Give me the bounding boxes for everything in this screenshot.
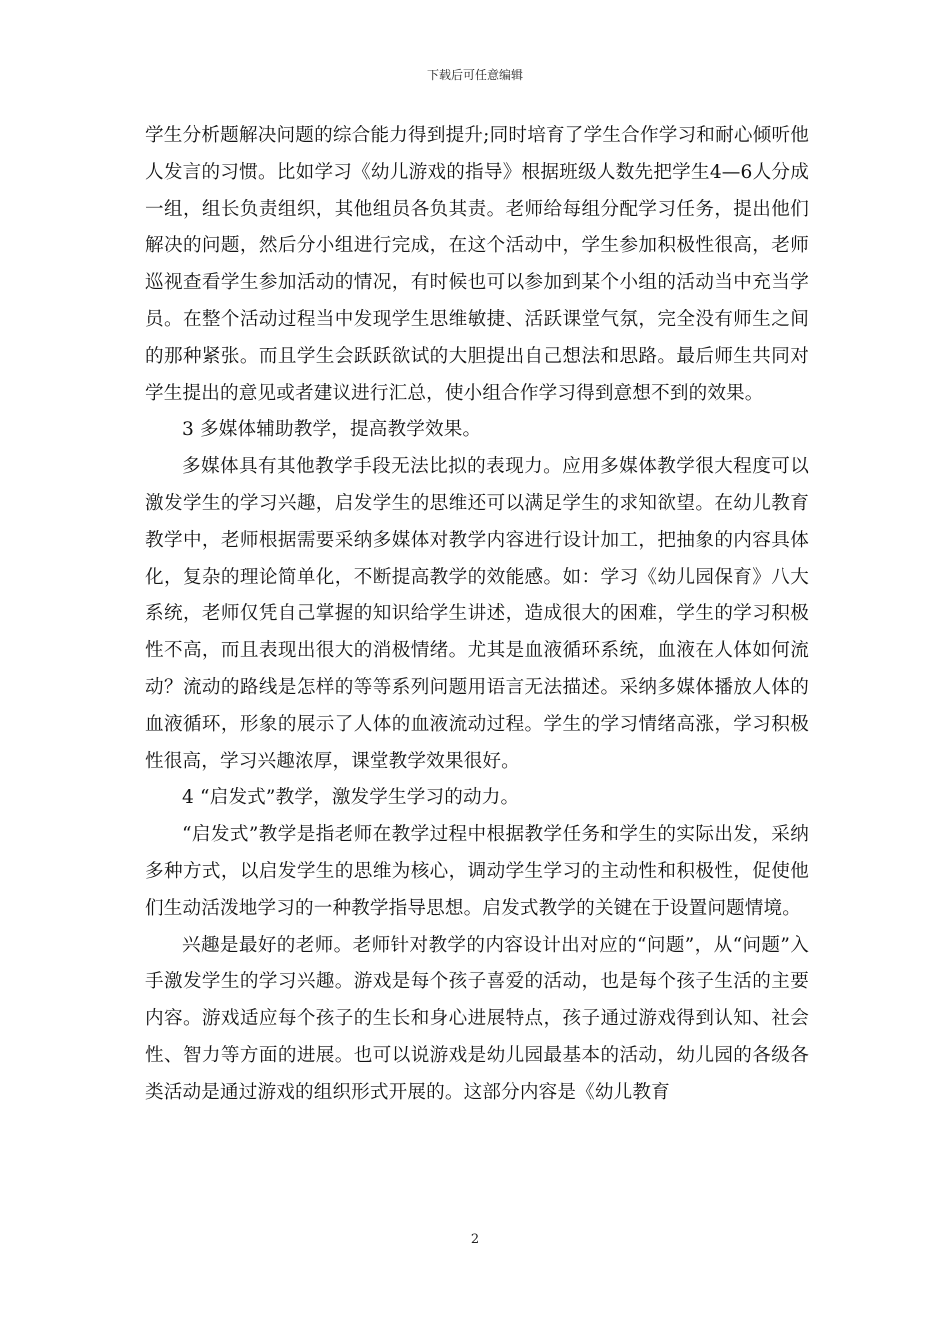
paragraph-heuristic: “启发式”教学是指老师在教学过程中根据教学任务和学生的实际出发，采纳多种方式，以启发学生的思维为核心，调动学生学习的主动性和积极性，促使他们生动活泼地学习的一种教学指导思想。启发式教学的关键在于设置问题情境。 (145, 824, 809, 919)
paragraph-interest: 兴趣是最好的老师。老师针对教学的内容设计出对应的“问题”，从“问题”入手激发学生的学习兴趣。游戏是每个孩子喜爱的活动，也是每个孩子生活的主要内容。游戏适应每个孩子的生长和身心进展特点，孩子通过游戏得到认知、社会性、智力等方面的进展。也可以说游戏是幼儿园最基本的活动，幼儿园的各级各类活动是通过游戏的组织形式开展的。这部分内容是《幼儿教育 (145, 934, 809, 1103)
paragraph-group-learning: 学生分析题解决问题的综合能力得到提升;同时培育了学生合作学习和耐心倾听他人发言的习惯。比如学习《幼儿游戏的指导》根据班级人数先把学生4—6人分成一组，组长负责组织，其他组员各负其责。老师给每组分配学习任务，提出他们解决的问题，然后分小组进行完成，在这个活动中，学生参加积极性很高，老师巡视查看学生参加活动的情况，有时候也可以参加到某个小组的活动当中充当学员。在整个活动过程当中发现学生思维敏捷、活跃课堂气氛，完全没有师生之间的那种紧张。而且学生会跃跃欲试的大胆提出自己想法和思路。最后师生共同对学生提出的意见或者建议进行汇总，使小组合作学习得到意想不到的效果。 (145, 125, 809, 404)
page-header: 下载后可任意编辑 (426, 68, 523, 82)
page-number: 2 (470, 1232, 480, 1247)
paragraph-multimedia: 多媒体具有其他教学手段无法比拟的表现力。应用多媒体教学很大程度可以激发学生的学习兴趣，启发学生的思维还可以满足学生的求知欲望。在幼儿教育教学中，老师根据需要采纳多媒体对教学内容进行设计加工，把抽象的内容具体化，复杂的理论简单化，不断提高教学的效能感。如：学习《幼儿园保育》八大系统，老师仅凭自己掌握的知识给学生讲述，造成很大的困难，学生的学习积极性不高，而且表现出很大的消极情绪。尤其是血液循环系统，血液在人体如何流动？流动的路线是怎样的等等系列问题用语言无法描述。采纳多媒体播放人体的血液循环，形象的展示了人体的血液流动过程。学生的学习情绪高涨，学习积极性很高，学习兴趣浓厚，课堂教学效果很好。 (145, 456, 809, 772)
section-heading-3: 3 多媒体辅助教学，提高教学效果。 (182, 419, 482, 441)
section-heading-4: 4 “启发式”教学，激发学生学习的动力。 (182, 787, 520, 809)
document-body (145, 118, 809, 1112)
